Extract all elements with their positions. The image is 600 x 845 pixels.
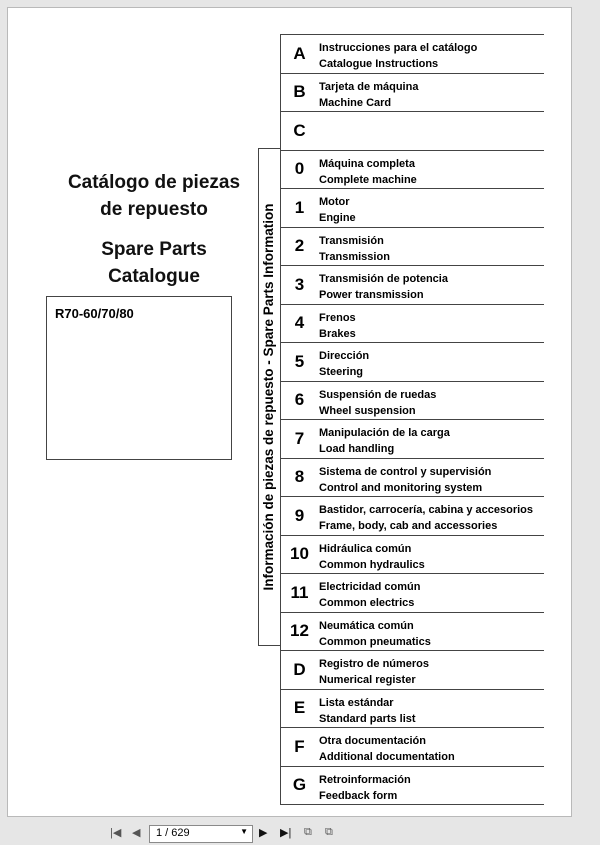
section-title-es: Registro de números: [319, 658, 430, 670]
section-row[interactable]: [280, 305, 544, 344]
section-row[interactable]: [280, 497, 544, 536]
section-text: [319, 348, 369, 380]
section-title-es: Retroinformación: [319, 773, 411, 786]
section-title-es: Otra documentación: [319, 735, 426, 747]
section-code: G: [292, 775, 307, 795]
section-code: 9: [294, 505, 305, 525]
section-index-table: [280, 34, 544, 805]
copy-alt-icon[interactable]: ⧉: [325, 826, 333, 838]
chevron-down-icon[interactable]: ▼: [240, 827, 248, 836]
section-code: F: [294, 736, 305, 756]
document-page: [7, 7, 572, 817]
section-text: [319, 733, 455, 765]
page-number-field[interactable]: [149, 825, 253, 843]
model-box: [46, 296, 232, 460]
section-code: 10: [290, 544, 309, 564]
section-title-en: Numerical register: [319, 674, 416, 686]
section-text: [319, 541, 425, 573]
section-row[interactable]: [280, 459, 544, 498]
section-text: [319, 618, 431, 650]
next-page-icon[interactable]: ▶: [259, 827, 268, 839]
title-spanish: [48, 169, 260, 223]
section-title-es: Frenos: [319, 311, 356, 324]
section-code: C: [293, 120, 306, 140]
section-text: [319, 656, 429, 688]
section-title-en: Frame, body, cab and accessories: [319, 520, 498, 532]
section-row[interactable]: [280, 651, 544, 690]
section-title-en: Common hydraulics: [319, 558, 425, 571]
model-label: R70-60/70/80: [55, 306, 134, 321]
section-row[interactable]: [280, 343, 544, 382]
section-row[interactable]: [280, 574, 544, 613]
section-row[interactable]: [280, 690, 544, 729]
section-row[interactable]: [280, 536, 544, 575]
title-en-line-1: Spare Parts: [101, 239, 207, 260]
section-title-en: Brakes: [319, 327, 356, 340]
section-title-en: Power transmission: [319, 289, 424, 301]
section-row[interactable]: [280, 112, 544, 151]
section-code: 8: [294, 467, 305, 487]
section-text: [319, 502, 533, 534]
section-title-es: Hidráulica común: [319, 542, 412, 555]
section-text: [319, 772, 411, 804]
section-title-en: Additional documentation: [319, 751, 455, 763]
section-code: D: [293, 659, 306, 679]
section-code: 1: [294, 197, 305, 217]
section-row[interactable]: [280, 74, 544, 113]
section-code: 6: [294, 390, 305, 410]
section-text: [319, 156, 417, 188]
section-title-es: Sistema de control y supervisión: [319, 465, 492, 478]
section-row[interactable]: [280, 728, 544, 767]
section-title-es: Máquina completa: [319, 157, 415, 170]
last-page-icon[interactable]: ▶|: [280, 827, 292, 839]
section-title-en: Machine Card: [319, 96, 392, 109]
section-title-en: Wheel suspension: [319, 404, 416, 417]
vertical-section-label: Información de piezas de repuesto - Spare Parts Information: [261, 203, 276, 591]
section-text: [319, 310, 356, 342]
copy-icon[interactable]: ⧉: [304, 826, 312, 838]
section-code: A: [293, 43, 306, 63]
section-code: 2: [294, 236, 305, 256]
section-title-en: Transmission: [319, 250, 390, 263]
section-bracket: [258, 148, 280, 646]
section-title-en: Feedback form: [319, 789, 398, 802]
section-row[interactable]: [280, 34, 544, 74]
section-title-es: Lista estándar: [319, 696, 394, 709]
section-title-en: Common electrics: [319, 597, 415, 609]
section-row[interactable]: [280, 189, 544, 228]
section-title-es: Instrucciones para el catálogo: [319, 42, 478, 54]
section-code: 12: [290, 621, 309, 641]
title-es-line-2: de repuesto: [100, 199, 208, 220]
section-text: [319, 464, 491, 496]
title-english: [48, 236, 260, 290]
section-row[interactable]: [280, 382, 544, 421]
section-text: [319, 40, 477, 72]
section-code: 3: [294, 274, 305, 294]
section-title-es: Transmisión: [319, 234, 384, 247]
section-code: 7: [294, 428, 305, 448]
section-text: [319, 387, 436, 419]
section-title-en: Load handling: [319, 443, 395, 455]
section-title-en: Complete machine: [319, 173, 417, 186]
section-title-es: Dirección: [319, 350, 370, 362]
section-title-es: Bastidor, carrocería, cabina y accesorios: [319, 504, 534, 516]
section-title-es: Tarjeta de máquina: [319, 80, 419, 93]
section-row[interactable]: [280, 613, 544, 652]
section-code: 4: [294, 313, 305, 333]
section-code: 11: [290, 582, 309, 602]
section-row[interactable]: [280, 151, 544, 190]
section-title-en: Engine: [319, 212, 356, 224]
section-code: 0: [294, 159, 305, 179]
section-text: [319, 425, 450, 457]
first-page-icon[interactable]: |◀: [110, 827, 122, 839]
section-text: [319, 271, 448, 303]
section-title-es: Suspensión de ruedas: [319, 388, 437, 401]
section-code: B: [293, 82, 306, 102]
section-row[interactable]: [280, 767, 544, 806]
section-title-es: Transmisión de potencia: [319, 273, 448, 285]
section-text: [319, 79, 418, 111]
section-row[interactable]: [280, 420, 544, 459]
section-title-es: Neumática común: [319, 619, 414, 632]
section-text: [319, 695, 416, 727]
section-title-en: Steering: [319, 366, 364, 378]
section-row[interactable]: [280, 266, 544, 305]
section-code: 5: [294, 351, 305, 371]
section-title-es: Electricidad común: [319, 581, 421, 593]
section-row[interactable]: [280, 228, 544, 267]
section-title-en: Common pneumatics: [319, 635, 431, 648]
section-title-en: Catalogue Instructions: [319, 58, 439, 70]
section-text: [319, 194, 356, 226]
section-code: E: [293, 698, 306, 718]
title-en-line-2: Catalogue: [108, 266, 200, 287]
section-title-en: Control and monitoring system: [319, 481, 483, 494]
section-title-en: Standard parts list: [319, 712, 416, 725]
section-text: [319, 233, 390, 265]
section-text: [319, 579, 420, 611]
section-title-es: Manipulación de la carga: [319, 427, 450, 439]
section-title-es: Motor: [319, 196, 350, 208]
prev-page-icon[interactable]: ◀: [132, 827, 141, 839]
title-es-line-1: Catálogo de piezas: [67, 172, 241, 193]
page-indicator: 1 / 629: [156, 827, 190, 839]
viewer-toolbar: [0, 820, 600, 845]
